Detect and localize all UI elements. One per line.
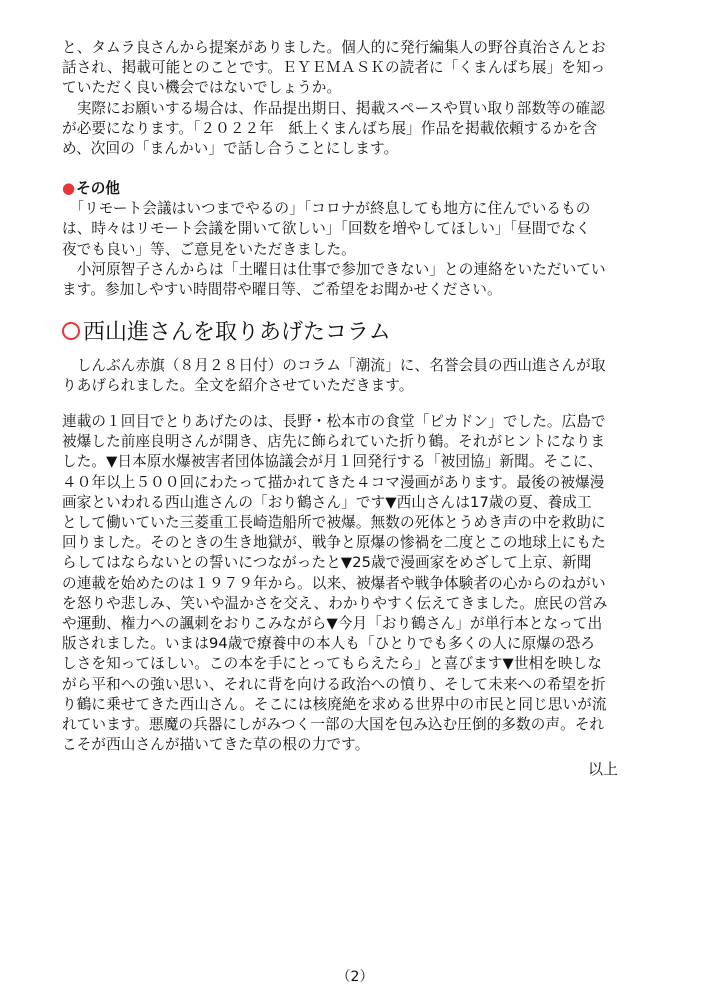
red-dot-icon: ●	[62, 179, 76, 197]
text-line: 夜でも良い」等、ご意見をいただきました。	[62, 240, 356, 258]
text-line: 小河原智子さんからは「土曜日は仕事で参加できない」との連絡をいただいてい	[62, 260, 606, 278]
text-line: を怒りや悲しみ、笑いや温かさを交え、わかりやすく伝えてきました。庶民の営み	[62, 594, 608, 612]
closing-mark: 以上	[588, 760, 619, 778]
other-section	[62, 178, 658, 300]
text-line: や運動、権力への諷刺をおりこみながら▼今月「おり鶴さん」が単行本となって出	[62, 615, 603, 633]
text-line: ていただく良い機会ではないでしょうか。	[62, 79, 342, 97]
other-heading-label: その他	[76, 180, 120, 197]
text-line: がら平和への強い思い、それに背を向ける政治への憤り、そして未来への希望を折	[62, 675, 606, 693]
text-line: が必要になります。「２０２２年 紙上くまんばち展」作品を掲載依頼するかを含	[62, 119, 598, 137]
text-line: り鶴に乗せてきた西山さん。そこには核廃絶を求める世界中の市民と同じ思いが流	[62, 695, 607, 713]
text-line: 「リモート会議はいつまでやるの」「コロナが終息しても地方に住んでいるもの	[62, 200, 591, 218]
text-line: 話され、掲載可能とのことです。ＥＹＥＭＡＳＫの読者に「くまんばち展」を知っ	[62, 59, 606, 77]
text-line: こそが西山さんが描いてきた草の根の力です。	[62, 736, 370, 754]
page-number: （2）	[336, 969, 374, 985]
text-line: 画家といわれる西山進さんの「おり鶴さん」です▼西山さんは17歳の夏、養成工	[62, 493, 592, 511]
text-line: 実際にお願いする場合は、作品提出期日、掲載スペースや買い取り部数等の確認	[62, 99, 605, 117]
text-line: 被爆した前座良明さんが開き、店先に飾られていた折り鶴。それがヒントになりま	[62, 433, 606, 451]
text-line: れています。悪魔の兵器にしがみつく一部の大国を包み込む圧倒的多数の声。それ	[62, 716, 605, 734]
text-line: と、タムラ良さんから提案がありました。個人的に発行編集人の野谷真治さんとお	[62, 39, 606, 56]
text-line: ます。参加しやすい時間帯や曜日等、ご希望をお聞かせください。	[62, 281, 502, 299]
text-line: ４０年以上５００回にわたって描かれてきた４コマ漫画があります。最後の被爆漫	[62, 473, 605, 491]
text-line: として働いていた三菱重工長崎造船所で被爆。無数の死体とうめき声の中を救助に	[62, 514, 606, 532]
text-line: の連載を始めたのは１９７９年から。以来、被爆者や戦争体験者の心からのねがい	[62, 574, 606, 592]
text-line: は、時々はリモート会議を開いて欲しい」「回数を増やしてほしい」「昼間でなく	[62, 220, 591, 238]
text-line: りあげられました。全文を紹介させていただきます。	[62, 377, 414, 395]
text-line: らしてはならないとの誓いにつながったと▼25歳で漫画家をめざして上京、新聞	[62, 554, 592, 572]
column-heading-label: 西山進さんを取りあげたコラム	[83, 320, 391, 345]
text-line: 回りました。そのときの生き地獄が、戦争と原爆の惨禍を二度とこの地球上にもた	[62, 534, 606, 552]
text-line: しんぶん赤旗（８月２８日付）のコラム「潮流」に、名誉会員の西山進さんが取	[62, 357, 606, 374]
text-line: 連載の１回目でとりあげたのは、長野・松本市の食堂「ピカドン」でした。広島で	[62, 413, 606, 430]
continuation-paragraph	[62, 38, 658, 159]
text-line: め、次回の「まんかい」で話し合うことにします。	[62, 140, 399, 158]
text-line: した。▼日本原水爆被害者団体協議会が月１回発行する「被団協」新聞。そこに、	[62, 453, 603, 471]
red-circle-icon	[62, 322, 80, 340]
text-line: 版されました。いまは94歳で療養中の本人も「ひとりでも多くの人に原爆の恐ろ	[62, 635, 596, 653]
text-line: しさを知ってほしい。この本を手にとってもらえたら」と喜びます▼世相を映しな	[62, 655, 603, 673]
column-heading	[62, 318, 391, 348]
column-intro	[62, 356, 658, 396]
other-heading	[62, 178, 658, 199]
column-body	[62, 412, 658, 755]
